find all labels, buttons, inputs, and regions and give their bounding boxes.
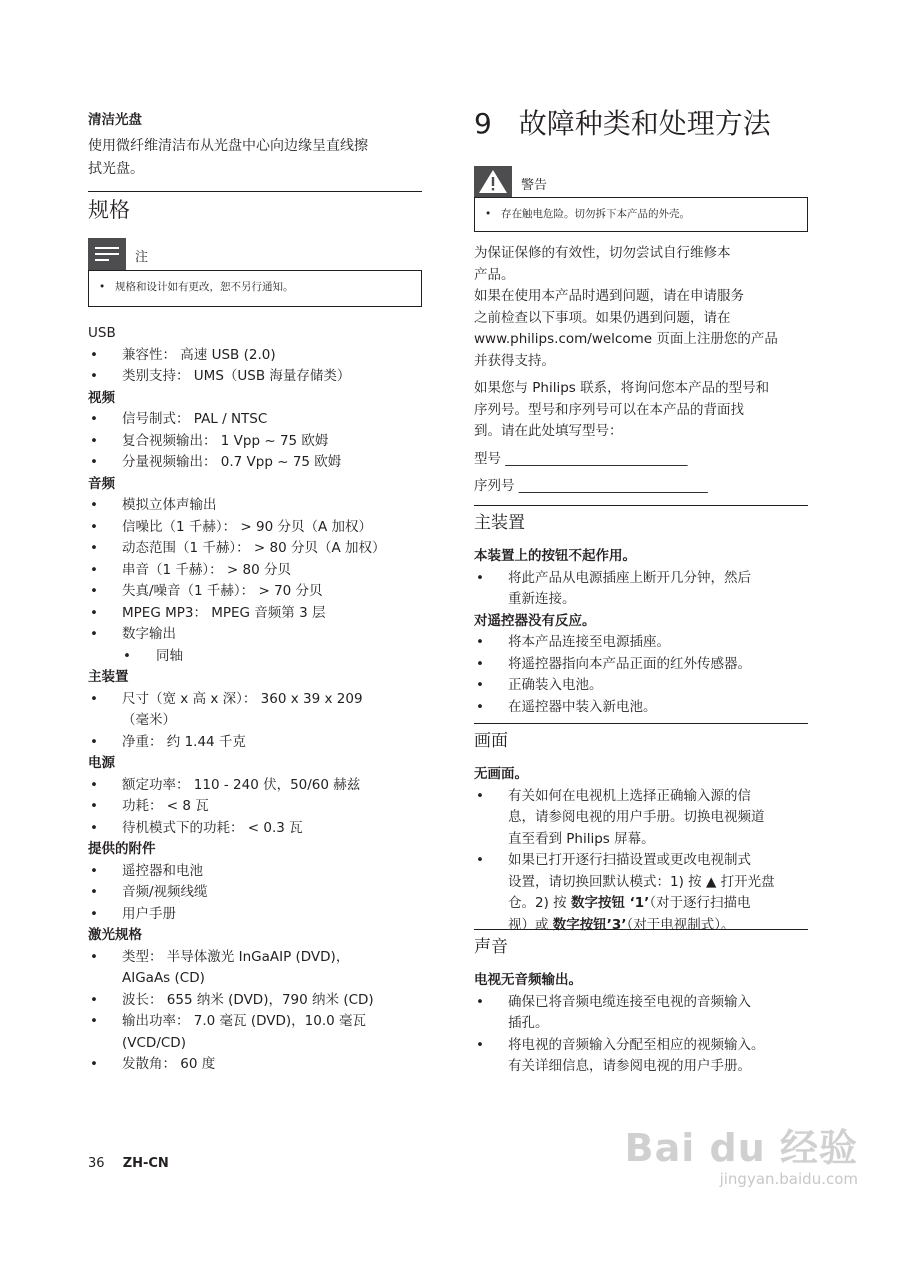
text-run: （对于逐行扫描电 <box>649 895 751 911</box>
list-item: • 信噪比（1 千赫）： > 90 分贝（A 加权） <box>88 517 428 539</box>
warning-box <box>474 166 808 232</box>
fix-line2: 插孔。 <box>508 1015 549 1031</box>
list-item <box>474 850 808 936</box>
list-item <box>474 992 808 1035</box>
list-item: • 分量视频输出： 0.7 Vpp ~ 75 欧姆 <box>88 452 428 474</box>
warning-triangle-icon <box>474 166 512 197</box>
spec-list <box>88 323 428 1076</box>
specs-title: 规格 <box>88 191 422 224</box>
list-item: • 数字输出 <box>88 624 428 646</box>
button-ref: 数字按钮’3’ <box>552 916 627 933</box>
list-item: • 正确装入电池。 <box>474 675 808 697</box>
laser-power-line1: • 输出功率： 7.0 毫瓦 (DVD)，10.0 毫瓦 <box>122 1013 367 1029</box>
list-item: • 在遥控器中装入新电池。 <box>474 697 808 719</box>
issue-remote: 对遥控器没有反应。 <box>474 612 596 629</box>
issue-buttons: 本装置上的按钮不起作用。 <box>474 548 636 564</box>
list-item: • 音频/视频线缆 <box>88 882 428 904</box>
list-item: • 额定功率： 110 - 240 伏，50/60 赫兹 <box>88 775 428 797</box>
list-item: • 发散角： 60 度 <box>88 1054 428 1076</box>
fix-line2: 有关详细信息，请参阅电视的用户手册。 <box>508 1058 751 1074</box>
intro-p3-line3: 到。请在此处填写型号： <box>474 423 623 439</box>
intro-p3-line2: 序列号。型号和序列号可以在本产品的背面找 <box>474 401 744 418</box>
intro-p3-line1: 如果您与 Philips 联系，将询问您本产品的型号和 <box>474 380 770 396</box>
language-code: ZH-CN <box>122 1156 169 1171</box>
clean-disc-text-line1: 使用微纤维清洁布从光盘中心向边缘呈直线擦 <box>88 137 368 154</box>
picture-header: 画面 <box>474 723 808 754</box>
fix-line1: • 确保已将音频电缆连接至电视的音频输入 <box>508 993 751 1010</box>
page-footer <box>88 1156 169 1171</box>
laser-title: 激光规格 <box>88 927 142 943</box>
list-item: • 遥控器和电池 <box>88 861 428 883</box>
chapter-number: 9 <box>474 107 492 140</box>
intro-p2-line2: 之前检查以下事项。如果仍遇到问题，请在 <box>474 309 731 326</box>
list-item: • 兼容性： 高速 USB (2.0) <box>88 345 428 367</box>
dim-line1: • 尺寸（宽 x 高 x 深）： 360 x 39 x 209 <box>122 690 363 707</box>
list-item: • 将遥控器指向本产品正面的红外传感器。 <box>474 654 808 676</box>
list-item: • 信号制式： PAL / NTSC <box>88 409 428 431</box>
list-item: • 用户手册 <box>88 904 428 926</box>
laser-power-line2: (VCD/CD) <box>122 1034 186 1051</box>
list-item: • 功耗： < 8 瓦 <box>88 796 428 818</box>
laser-type-line1: • 类型： 半导体激光 InGaAIP (DVD)， <box>122 948 350 965</box>
main-unit-header: 主装置 <box>474 505 808 536</box>
serial-field: 序列号 ____________________________ <box>474 478 708 494</box>
fix-line2: 息，请参阅电视的用户手册。切换电视频道 <box>508 809 765 825</box>
intro-p2-line3: www.philips.com/welcome 页面上注册您的产品 <box>474 331 778 347</box>
list-item: • 失真/噪音（1 千赫）： > 70 分贝 <box>88 581 428 603</box>
dim-line2: （毫米） <box>122 712 176 728</box>
accessories-title: 提供的附件 <box>88 841 156 857</box>
fix-line1: • 如果已打开逐行扫描设置或更改电视制式 <box>508 852 751 868</box>
intro-text <box>474 243 814 498</box>
text-run: 仓。2) 按 <box>508 895 571 911</box>
chapter-title: 故障种类和处理方法 <box>518 107 771 140</box>
issue-no-audio: 电视无音频输出。 <box>474 972 582 988</box>
baidu-logo: Bai du 经验 <box>624 1126 858 1170</box>
power-title: 电源 <box>88 755 115 771</box>
fix-line1: • 将此产品从电源插座上断开几分钟，然后 <box>508 569 751 586</box>
fix-line1: • 有关如何在电视机上选择正确输入源的信 <box>508 787 751 804</box>
fix-line2: 设置，请切换回默认模式：1) 按 ▲ 打开光盘 <box>508 873 775 890</box>
note-lines-icon <box>88 238 126 270</box>
fix-line1: • 将电视的音频输入分配至相应的视频输入。 <box>508 1036 765 1053</box>
list-item <box>474 786 808 851</box>
baidu-watermark <box>625 1126 858 1188</box>
list-item <box>88 947 428 990</box>
list-item: • 待机模式下的功耗： < 0.3 瓦 <box>88 818 428 840</box>
fix-line3 <box>508 893 808 915</box>
list-item: • 将本产品连接至电源插座。 <box>474 632 808 654</box>
fix-line3: 直至看到 Philips 屏幕。 <box>508 830 655 847</box>
list-item: • 模拟立体声输出 <box>88 495 428 517</box>
intro-p2-line1: 如果在使用本产品时遇到问题，请在申请服务 <box>474 288 744 304</box>
note-box <box>88 238 422 307</box>
list-sub-item: • 同轴 <box>88 646 428 668</box>
sound-header: 声音 <box>474 929 808 960</box>
fix-line2: 重新连接。 <box>508 591 576 607</box>
issue-no-picture: 无画面。 <box>474 766 528 782</box>
list-item: • 动态范围（1 千赫）： > 80 分贝（A 加权） <box>88 538 428 560</box>
button-ref: 数字按钮 ‘1’ <box>570 895 650 911</box>
clean-disc-title: 清洁光盘 <box>88 112 142 128</box>
list-item: • MPEG MP3： MPEG 音频第 3 层 <box>88 603 428 625</box>
watermark-url: jingyan.baidu.com <box>719 1170 858 1188</box>
list-item: • 净重： 约 1.44 千克 <box>88 732 428 754</box>
chapter-heading <box>474 104 814 144</box>
list-item <box>474 1035 808 1078</box>
intro-p2-line4: 并获得支持。 <box>474 352 555 369</box>
text-run: （对于电视制式）。 <box>626 916 735 933</box>
intro-p1-line1: 为保证保修的有效性，切勿尝试自行维修本 <box>474 245 731 261</box>
clean-disc-text-line2: 拭光盘。 <box>88 160 144 177</box>
usb-title: USB <box>88 325 116 341</box>
list-item: • 波长： 655 纳米 (DVD)，790 纳米 (CD) <box>88 990 428 1012</box>
note-text: • 规格和设计如有更改，恕不另行通知。 <box>88 270 422 307</box>
warning-text: • 存在触电危险。切勿拆下本产品的外壳。 <box>474 197 808 232</box>
audio-title: 音频 <box>88 475 115 492</box>
list-item <box>88 1011 428 1054</box>
list-item: • 类别支持： UMS（USB 海量存储类） <box>88 366 428 388</box>
warning-label: 警告 <box>521 178 548 193</box>
list-item <box>88 689 428 732</box>
list-item: • 复合视频输出： 1 Vpp ~ 75 欧姆 <box>88 431 428 453</box>
list-item <box>474 568 808 611</box>
note-label: 注 <box>135 250 149 265</box>
list-item: • 串音（1 千赫）： > 80 分贝 <box>88 560 428 582</box>
main-unit-title: 主装置 <box>88 669 129 685</box>
laser-type-line2: AIGaAs (CD) <box>122 970 205 986</box>
text-run: 视）或 <box>508 916 553 933</box>
model-field: 型号 ___________________________ <box>474 450 688 467</box>
video-title: 视频 <box>88 389 115 406</box>
page-number: 36 <box>88 1156 105 1171</box>
intro-p1-line2: 产品。 <box>474 266 515 283</box>
